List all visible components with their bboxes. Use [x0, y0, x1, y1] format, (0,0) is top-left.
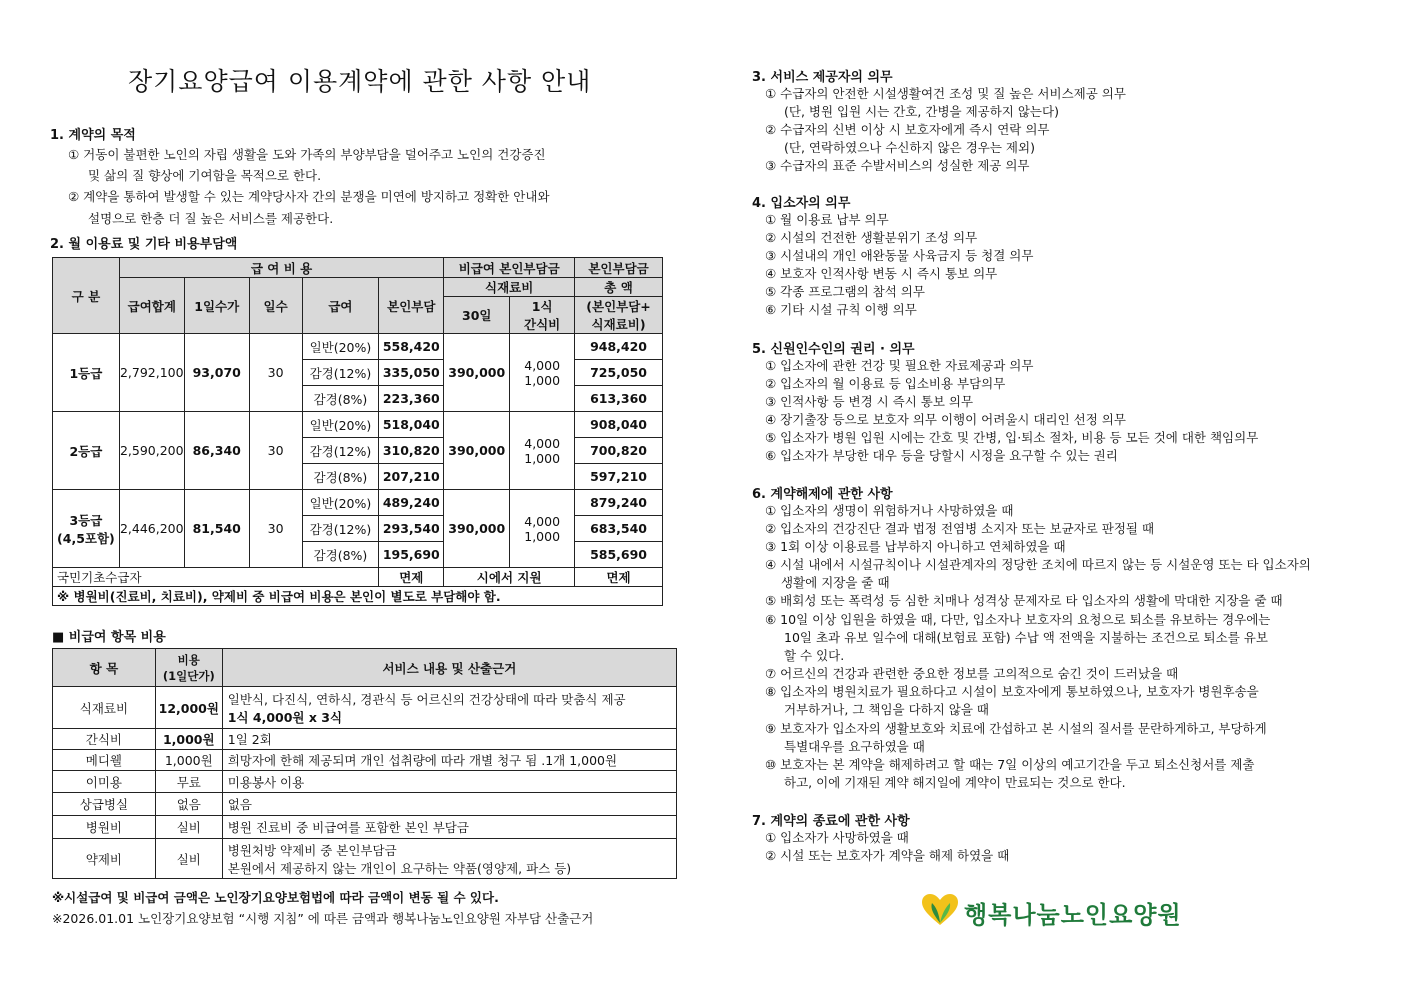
- header-sum: 급여합계: [119, 278, 184, 334]
- grade-self: 518,040: [379, 412, 444, 438]
- section6-line: ⑨ 보호자가 입소자의 생활보호와 치료에 간섭하고 본 시설의 질서를 문란하게하고, 부당하게: [765, 721, 1267, 736]
- section7-line: ② 시설 또는 보호자가 계약을 해제 하였을 때: [765, 848, 1010, 863]
- nonpay-cost: 1,000원: [155, 729, 222, 750]
- grade-snack1: 4,000: [524, 357, 561, 373]
- grade-total: 725,050: [575, 360, 663, 386]
- nonpay-item: 병원비: [53, 816, 156, 839]
- section6-line: ⑥ 10일 이상 입원을 하였을 때, 다만, 입소자나 보호자의 요청으로 퇴소를 유보하는 경우에는: [765, 612, 1271, 627]
- header-nonbenefit: 비급여 본인부담금: [444, 258, 575, 278]
- footnote: ※시설급여 및 비급여 금액은 노인장기요양보험법에 따라 금액이 변동 될 수 있다.: [52, 890, 499, 905]
- header-daily: 1일수가: [184, 278, 249, 334]
- section4-line: ④ 보호자 인적사항 변동 시 즉시 통보 의무: [765, 266, 998, 281]
- grade-days: 30: [249, 334, 302, 412]
- logo-text: 행복나눔노인요양원: [964, 900, 1182, 929]
- grade-type: 일반(20%): [302, 334, 379, 360]
- section6-line: ② 입소자의 건강진단 결과 법정 전염병 소지자 또는 보균자로 판정될 때: [765, 521, 1155, 536]
- section4-line: ③ 시설내의 개인 애완동물 사육금지 등 청결 의무: [765, 248, 1034, 263]
- grade-self: 223,360: [379, 386, 444, 412]
- section6-line: ③ 1회 이상 이용료를 납부하지 아니하고 연체하였을 때: [765, 539, 1066, 554]
- header-total-line3: (본인부담+: [586, 299, 651, 314]
- grade-daily: 86,340: [184, 412, 249, 490]
- nonpay-desc-line1: 병원처방 약제비 중 본인부담금: [227, 842, 397, 858]
- grade-self: 335,050: [379, 360, 444, 386]
- nonpay-item: 메디웰: [53, 750, 156, 771]
- grade-type: 감경(12%): [302, 516, 379, 542]
- nonpay-cost: 12,000원: [155, 687, 222, 729]
- section4-line: ① 월 이용료 납부 의무: [765, 212, 889, 227]
- nonpay-desc: 병원 진료비 중 비급여를 포함한 본인 부담금: [222, 816, 676, 839]
- section3-line: ③ 수급자의 표준 수발서비스의 성실한 제공 의무: [765, 158, 1030, 173]
- grade-self: 489,240: [379, 490, 444, 516]
- header-total: 본인부담금: [575, 258, 663, 278]
- nonpay-heading: ■ 비급여 항목 비용: [52, 630, 166, 645]
- grade-type: 감경(8%): [302, 542, 379, 568]
- header-snack: [510, 297, 575, 334]
- grade-meal: 390,000: [444, 490, 510, 568]
- grade-type: 감경(12%): [302, 360, 379, 386]
- grade-total: 700,820: [575, 438, 663, 464]
- nonpay-header-cost1: 비용: [177, 652, 200, 667]
- section4-line: ⑤ 각종 프로그램의 참석 의무: [765, 284, 925, 299]
- grade-type: 일반(20%): [302, 412, 379, 438]
- grade-snack2: 1,000: [524, 372, 561, 388]
- nonpay-desc: 1일 2회: [222, 729, 676, 750]
- nonpay-desc-line1: 일반식, 다진식, 연하식, 경관식 등 어르신의 건강상태에 따라 맞춤식 제공: [227, 691, 626, 707]
- section1-line: 및 삶의 질 향상에 기여함을 목적으로 한다.: [88, 168, 322, 183]
- header-type: 급여: [302, 278, 379, 334]
- section5-line: ⑤ 입소자가 병원 입원 시에는 간호 및 간병, 입·퇴소 절차, 비용 등 모든 것에 대한 책임의무: [765, 430, 1259, 445]
- grade-snack1: 4,000: [524, 513, 561, 529]
- grade-type: 감경(8%): [302, 386, 379, 412]
- grade-total: 948,420: [575, 334, 663, 360]
- grade-total: 585,690: [575, 542, 663, 568]
- nonpay-item: 약제비: [53, 839, 156, 879]
- section2-heading: 2. 월 이용료 및 기타 비용부담액: [50, 237, 238, 252]
- section1-line: 설명으로 한층 더 질 높은 서비스를 제공한다.: [88, 211, 334, 226]
- facility-logo: [920, 893, 1182, 931]
- header-30days: 30일: [444, 297, 510, 334]
- grade-sum: 2,590,200: [119, 412, 184, 490]
- grade-total: 879,240: [575, 490, 663, 516]
- grade-type: 감경(8%): [302, 464, 379, 490]
- footnote: ※2026.01.01 노인장기요양보험 “시행 지침” 에 따른 금액과 행복나눔노인요양원 자부담 산출근거: [52, 911, 594, 926]
- grade-total: 908,040: [575, 412, 663, 438]
- nonpay-header-item: 항 목: [53, 649, 156, 687]
- section3-line: (단, 병원 입원 시는 간호, 간병을 제공하지 않는다): [784, 104, 1059, 119]
- section6-line: 할 수 있다.: [784, 648, 845, 663]
- section1-line: ① 거동이 불편한 노인의 자립 생활을 도와 가족의 부양부담을 덜어주고 노인의 건강증진: [68, 147, 546, 162]
- section3-line: ① 수급자의 안전한 시설생활여건 조성 및 질 높은 서비스제공 의무: [765, 86, 1126, 101]
- section3-line: (단, 연락하였으나 수신하지 않은 경우는 제외): [784, 140, 1035, 155]
- section3-line: ② 수급자의 신변 이상 시 보호자에게 즉시 연락 의무: [765, 122, 1050, 137]
- section7-line: ① 입소자가 사망하였을 때: [765, 830, 909, 845]
- section6-line: ⑩ 보호자는 본 계약을 해제하려고 할 때는 7일 이상의 예고기간을 두고 퇴소신청서를 제출: [765, 757, 1255, 772]
- section6-line: ⑦ 어르신의 건강과 관련한 중요한 정보를 고의적으로 숨긴 것이 드러났을 때: [765, 666, 1179, 681]
- nonpay-cost: 1,000원: [155, 750, 222, 771]
- grade-snack1: 4,000: [524, 435, 561, 451]
- grade-self: 207,210: [379, 464, 444, 490]
- section4-line: ⑥ 기타 시설 규칙 이행 의무: [765, 302, 917, 317]
- header-days: 일수: [249, 278, 302, 334]
- grade-sum: 2,446,200: [119, 490, 184, 568]
- grade-meal: 390,000: [444, 334, 510, 412]
- nonpay-desc: [222, 687, 676, 729]
- grade-daily: 93,070: [184, 334, 249, 412]
- nonpay-item: 상급병실: [53, 793, 156, 816]
- grade-total: 613,360: [575, 386, 663, 412]
- section6-line: ④ 시설 내에서 시설규칙이나 시설관계자의 정당한 조치에 따르지 않는 등 시설운영 또는 타 입소자의: [765, 557, 1311, 572]
- header-benefit: 급 여 비 용: [119, 258, 443, 278]
- grade-name-line1: 3등급: [69, 512, 103, 528]
- nonpay-item: 이미용: [53, 771, 156, 793]
- fee-note: ※ 병원비(진료비, 치료비), 약제비 중 비급여 비용은 본인이 별도로 부담해야 함.: [53, 587, 663, 606]
- nonpay-cost: 무료: [155, 771, 222, 793]
- grade-name: 2등급: [53, 412, 120, 490]
- section5-line: ② 입소자의 월 이용료 등 입소비용 부담의무: [765, 376, 1006, 391]
- nonpay-cost: 없음: [155, 793, 222, 816]
- nonpay-desc-line2: 1식 4,000원 x 3식: [227, 709, 343, 725]
- nonpay-cost: 실비: [155, 839, 222, 879]
- grade-type: 일반(20%): [302, 490, 379, 516]
- basic-label: 국민기초수급자: [53, 568, 379, 587]
- nonpay-item: 간식비: [53, 729, 156, 750]
- grade-snack2: 1,000: [524, 450, 561, 466]
- grade-total: 683,540: [575, 516, 663, 542]
- nonpay-header-desc: 서비스 내용 및 산출근거: [222, 649, 676, 687]
- nonpay-desc: 없음: [222, 793, 676, 816]
- section5-line: ④ 장기출장 등으로 보호자 의무 이행이 어려울시 대리인 선정 의무: [765, 412, 1126, 427]
- section4-line: ② 시설의 건전한 생활분위기 조성 의무: [765, 230, 978, 245]
- section5-line: ⑥ 입소자가 부당한 대우 등을 당할시 시정을 요구할 수 있는 권리: [765, 448, 1118, 463]
- grade-name-line2: (4,5포함): [57, 530, 115, 546]
- page-title: 장기요양급여 이용계약에 관한 사항 안내: [128, 67, 592, 96]
- section6-line: 하고, 이에 기재된 계약 해지일에 계약이 만료되는 것으로 한다.: [784, 775, 1126, 790]
- section4-heading: 4. 입소자의 의무: [752, 196, 851, 211]
- section1-heading: 1. 계약의 목적: [50, 128, 136, 143]
- header-meal: 식재료비: [444, 278, 575, 297]
- grade-name: 1등급: [53, 334, 120, 412]
- grade-snack: [510, 412, 575, 490]
- header-snack-line1: 1식: [531, 299, 553, 314]
- grade-daily: 81,540: [184, 490, 249, 568]
- section6-line: ⑧ 입소자의 병원치료가 필요하다고 시설이 보호자에게 통보하였으나, 보호자가 병원후송을: [765, 684, 1259, 699]
- section6-line: 거부하거나, 그 책임을 다하지 않을 때: [784, 702, 989, 717]
- grade-snack: [510, 334, 575, 412]
- nonpay-desc: [222, 839, 676, 879]
- header-total3: [575, 297, 663, 334]
- section6-heading: 6. 계약해제에 관한 사항: [752, 487, 893, 502]
- section6-line: ⑤ 배회성 또는 폭력성 등 심한 치매나 성격상 문제자로 타 입소자의 생활에 막대한 지장을 줄 때: [765, 593, 1283, 608]
- section6-line: 10일 초과 유보 일수에 대해(보험료 포함) 수납 액 전액을 지불하는 조건으로 퇴소를 유보: [784, 630, 1268, 645]
- basic-self: 면제: [379, 568, 444, 587]
- grade-days: 30: [249, 490, 302, 568]
- header-self: 본인부담: [379, 278, 444, 334]
- header-total-line4: 식재료비): [591, 317, 646, 332]
- grade-type: 감경(12%): [302, 438, 379, 464]
- grade-total: 597,210: [575, 464, 663, 490]
- section6-line: 생활에 지장을 줄 때: [781, 575, 890, 590]
- basic-meal: 시에서 지원: [444, 568, 575, 587]
- grade-self: 293,540: [379, 516, 444, 542]
- nonpay-header-cost: [155, 649, 222, 687]
- grade-sum: 2,792,100: [119, 334, 184, 412]
- nonpay-item: 식재료비: [53, 687, 156, 729]
- grade-days: 30: [249, 412, 302, 490]
- section5-heading: 5. 신원인수인의 권리 · 의무: [752, 342, 915, 357]
- section5-line: ③ 인적사항 등 변경 시 즉시 통보 의무: [765, 394, 974, 409]
- heart-leaf-icon: [920, 893, 960, 931]
- grade-self: 195,690: [379, 542, 444, 568]
- nonpay-desc-line2: 본원에서 제공하지 않는 개인이 요구하는 약품(영양제, 파스 등): [227, 860, 572, 876]
- grade-self: 310,820: [379, 438, 444, 464]
- section3-heading: 3. 서비스 제공자의 의무: [752, 70, 893, 85]
- section5-line: ① 입소자에 관한 건강 및 필요한 자료제공과 의무: [765, 358, 1034, 373]
- nonpay-cost: 실비: [155, 816, 222, 839]
- fee-table: [52, 257, 663, 606]
- grade-meal: 390,000: [444, 412, 510, 490]
- grade-name: [53, 490, 120, 568]
- header-gubun: 구 분: [53, 258, 120, 334]
- basic-total: 면제: [575, 568, 663, 587]
- section6-line: 특별대우를 요구하였을 때: [784, 739, 925, 754]
- header-total2: 총 액: [575, 278, 663, 297]
- grade-snack: [510, 490, 575, 568]
- section6-line: ① 입소자의 생명이 위험하거나 사망하였을 때: [765, 503, 1014, 518]
- nonpay-desc: 희망자에 한해 제공되며 개인 섭취량에 따라 개별 청구 됨 .1개 1,000원: [222, 750, 676, 771]
- section1-line: ② 계약을 통하여 발생할 수 있는 계약당사자 간의 분쟁을 미연에 방지하고 정확한 안내와: [68, 189, 550, 204]
- nonpay-desc: 미용봉사 이용: [222, 771, 676, 793]
- nonpay-table: [52, 648, 677, 879]
- nonpay-header-cost2: (1일단가): [162, 668, 215, 683]
- grade-self: 558,420: [379, 334, 444, 360]
- header-snack-line2: 간식비: [524, 317, 561, 332]
- grade-snack2: 1,000: [524, 528, 561, 544]
- section7-heading: 7. 계약의 종료에 관한 사항: [752, 814, 910, 829]
